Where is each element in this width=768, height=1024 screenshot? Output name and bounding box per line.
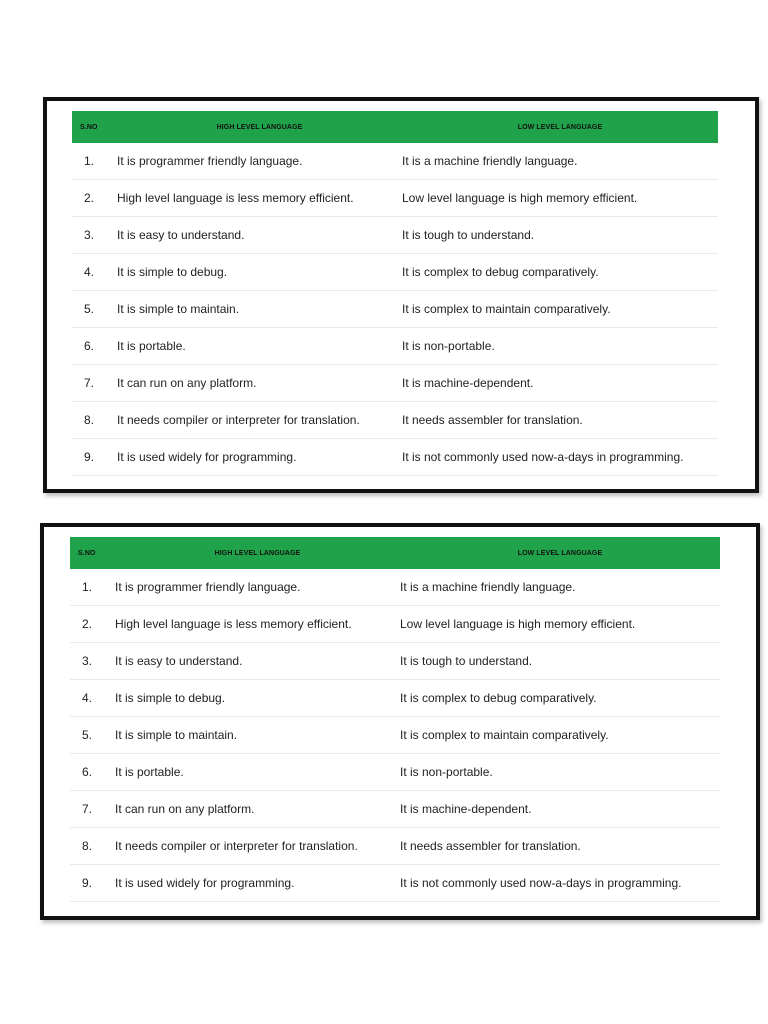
table-row — [70, 606, 720, 643]
cell-sno: 5. — [70, 717, 115, 754]
cell-sno: 8. — [70, 828, 115, 865]
cell-low-level: It is not commonly used now-a-days in programming. — [400, 865, 720, 902]
cell-high-level: It is programmer friendly language. — [117, 143, 402, 180]
header-low-level-language: LOW LEVEL LANGUAGE — [517, 549, 603, 557]
cell-high-level: It is simple to maintain. — [117, 291, 402, 328]
cell-sno: 9. — [72, 439, 117, 476]
cell-high-level: It is used widely for programming. — [117, 439, 402, 476]
cell-sno: 6. — [72, 328, 117, 365]
table-row — [72, 402, 718, 439]
comparison-table-frame-1 — [43, 97, 759, 493]
cell-high-level: High level language is less memory efficient. — [115, 606, 400, 643]
table-row — [72, 254, 718, 291]
comparison-table — [70, 537, 720, 902]
cell-sno: 2. — [70, 606, 115, 643]
cell-high-level: It is portable. — [117, 328, 402, 365]
cell-sno: 3. — [72, 217, 117, 254]
cell-low-level: It is machine-dependent. — [402, 365, 718, 402]
table-row — [72, 217, 718, 254]
table-row — [70, 643, 720, 680]
cell-low-level: Low level language is high memory efficient. — [402, 180, 718, 217]
cell-high-level: It is easy to understand. — [117, 217, 402, 254]
table-row — [70, 754, 720, 791]
table-row — [70, 680, 720, 717]
header-sno: S.NO — [78, 549, 96, 557]
cell-sno: 9. — [70, 865, 115, 902]
cell-sno: 8. — [72, 402, 117, 439]
cell-sno: 6. — [70, 754, 115, 791]
cell-sno: 1. — [70, 569, 115, 606]
comparison-table — [72, 111, 718, 476]
cell-low-level: It is complex to maintain comparatively. — [400, 717, 720, 754]
comparison-table-frame-2 — [40, 523, 760, 920]
table-row — [70, 717, 720, 754]
table-row — [70, 828, 720, 865]
cell-sno: 7. — [72, 365, 117, 402]
table-row — [72, 328, 718, 365]
table-row — [70, 791, 720, 828]
cell-sno: 4. — [72, 254, 117, 291]
table-row — [72, 365, 718, 402]
cell-sno: 2. — [72, 180, 117, 217]
cell-low-level: It is a machine friendly language. — [402, 143, 718, 180]
cell-low-level: It is tough to understand. — [400, 643, 720, 680]
cell-sno: 1. — [72, 143, 117, 180]
header-sno: S.NO — [80, 123, 98, 131]
cell-high-level: It is easy to understand. — [115, 643, 400, 680]
cell-high-level: It is used widely for programming. — [115, 865, 400, 902]
cell-high-level: It is programmer friendly language. — [115, 569, 400, 606]
cell-low-level: It is not commonly used now-a-days in programming. — [402, 439, 718, 476]
cell-high-level: High level language is less memory efficient. — [117, 180, 402, 217]
table-header-row — [70, 537, 720, 569]
cell-high-level: It is simple to debug. — [117, 254, 402, 291]
cell-sno: 7. — [70, 791, 115, 828]
cell-low-level: Low level language is high memory efficient. — [400, 606, 720, 643]
cell-low-level: It is complex to debug comparatively. — [402, 254, 718, 291]
cell-high-level: It is portable. — [115, 754, 400, 791]
table-row — [72, 439, 718, 476]
cell-high-level: It needs compiler or interpreter for translation. — [117, 402, 402, 439]
cell-high-level: It can run on any platform. — [117, 365, 402, 402]
cell-sno: 5. — [72, 291, 117, 328]
table-body — [70, 569, 720, 902]
cell-sno: 4. — [70, 680, 115, 717]
cell-low-level: It is tough to understand. — [402, 217, 718, 254]
cell-low-level: It is a machine friendly language. — [400, 569, 720, 606]
table-body — [72, 143, 718, 476]
cell-low-level: It is non-portable. — [402, 328, 718, 365]
table-row — [72, 180, 718, 217]
cell-low-level: It is complex to maintain comparatively. — [402, 291, 718, 328]
table-row — [70, 865, 720, 902]
header-high-level-language: HIGH LEVEL LANGUAGE — [216, 123, 303, 131]
cell-high-level: It needs compiler or interpreter for translation. — [115, 828, 400, 865]
header-high-level-language: HIGH LEVEL LANGUAGE — [214, 549, 301, 557]
cell-low-level: It is complex to debug comparatively. — [400, 680, 720, 717]
cell-low-level: It is machine-dependent. — [400, 791, 720, 828]
cell-low-level: It is non-portable. — [400, 754, 720, 791]
cell-high-level: It is simple to maintain. — [115, 717, 400, 754]
cell-low-level: It needs assembler for translation. — [400, 828, 720, 865]
header-low-level-language: LOW LEVEL LANGUAGE — [517, 123, 603, 131]
table-row — [72, 291, 718, 328]
table-header-row — [72, 111, 718, 143]
cell-high-level: It is simple to debug. — [115, 680, 400, 717]
table-row — [70, 569, 720, 606]
cell-sno: 3. — [70, 643, 115, 680]
cell-low-level: It needs assembler for translation. — [402, 402, 718, 439]
table-row — [72, 143, 718, 180]
cell-high-level: It can run on any platform. — [115, 791, 400, 828]
